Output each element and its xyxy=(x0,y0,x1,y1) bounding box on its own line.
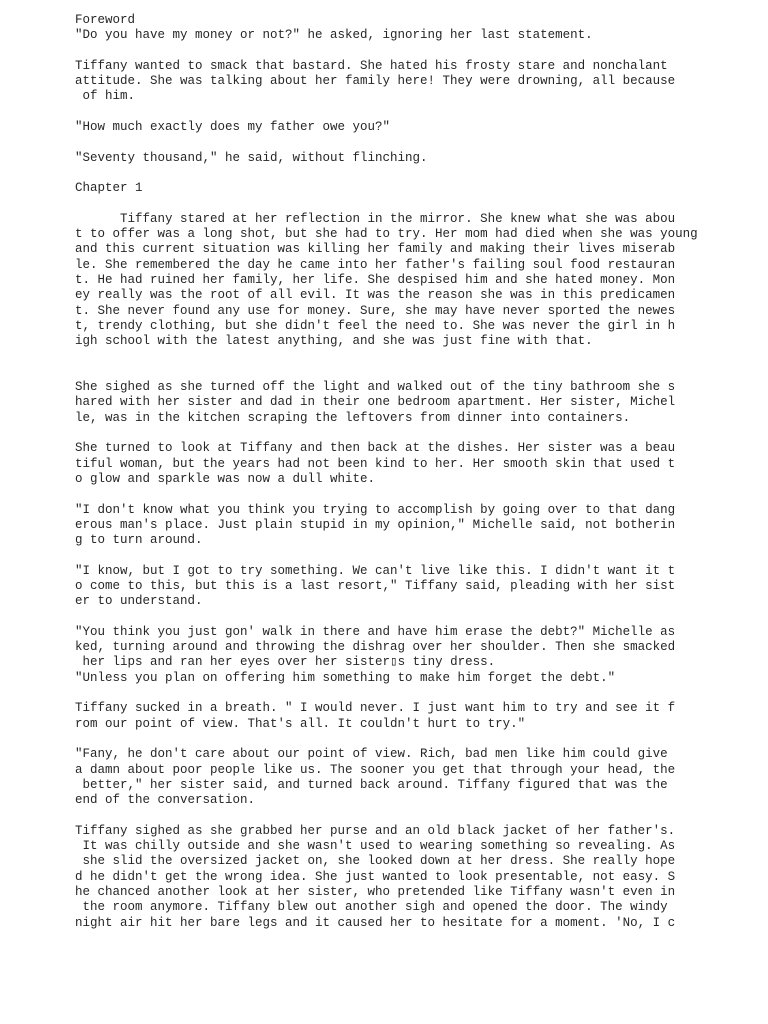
text-line: the room anymore. Tiffany blew out another sigh and opened the door. The windy xyxy=(75,900,668,915)
text-line: ked, turning around and throwing the dishrag over her shoulder. Then she smacked xyxy=(75,640,676,655)
text-line: night air hit her bare legs and it caused her to hesitate for a moment. 'No, I c xyxy=(75,915,676,930)
text-line: rom our point of view. That's all. It couldn't hurt to try." xyxy=(75,716,526,731)
paragraph-gap xyxy=(75,487,715,502)
paragraph-gap xyxy=(75,365,715,380)
paragraph-gap xyxy=(75,197,715,212)
text-line: Foreword xyxy=(75,13,136,27)
paragraph-gap xyxy=(75,610,715,625)
text-line: "You think you just gon' walk in there and have him erase the debt?" Michelle as xyxy=(75,624,676,639)
paragraph-gap xyxy=(75,686,715,701)
text-line: "I know, but I got to try something. We can't live like this. I didn't want it t xyxy=(75,563,676,578)
text-line: Tiffany sighed as she grabbed her purse and an old black jacket of her father's. xyxy=(75,823,676,838)
paragraph-gap xyxy=(75,732,715,747)
text-line: Chapter 1 xyxy=(75,181,143,196)
paragraph-gap xyxy=(75,548,715,563)
text-line: igh school with the latest anything, and she was just fine with that. xyxy=(75,334,593,349)
paragraph-gap xyxy=(75,44,715,59)
text-line: g to turn around. xyxy=(75,533,203,548)
text-line: t. He had ruined her family, her life. She despised him and she hated money. Mon xyxy=(75,273,676,288)
text-line: d he didn't get the wrong idea. She just wanted to look presentable, not easy. S xyxy=(75,869,676,884)
text-line: Tiffany stared at her reflection in the mirror. She knew what she was abou xyxy=(75,211,676,226)
text-line: her lips and ran her eyes over her sister▯s tiny dress. xyxy=(75,655,496,670)
text-line: end of the conversation. xyxy=(75,793,256,808)
text-line: he chanced another look at her sister, who pretended like Tiffany wasn't even in xyxy=(75,884,676,899)
text-line: and this current situation was killing her family and making their lives miserab xyxy=(75,242,676,257)
text-line: o come to this, but this is a last resort," Tiffany said, pleading with her sist xyxy=(75,578,676,593)
text-line: "How much exactly does my father owe you?" xyxy=(75,120,391,135)
text-line: tiful woman, but the years had not been kind to her. Her smooth skin that used t xyxy=(75,456,676,471)
text-line: Tiffany wanted to smack that bastard. She hated his frosty stare and nonchalant xyxy=(75,58,668,73)
text-line: t. She never found any use for money. Sure, she may have never sported the newes xyxy=(75,303,676,318)
text-line: She sighed as she turned off the light and walked out of the tiny bathroom she s xyxy=(75,380,676,395)
text-line: o glow and sparkle was now a dull white. xyxy=(75,471,376,486)
text-line: She turned to look at Tiffany and then back at the dishes. Her sister was a beau xyxy=(75,441,676,456)
text-line: better," her sister said, and turned back around. Tiffany figured that was the xyxy=(75,777,668,792)
text-line: a damn about poor people like us. The sooner you get that through your head, the xyxy=(75,762,676,777)
text-line: hared with her sister and dad in their one bedroom apartment. Her sister, Michel xyxy=(75,395,676,410)
text-line: ey really was the root of all evil. It was the reason she was in this predicamen xyxy=(75,288,676,303)
paragraph-gap xyxy=(75,105,715,120)
text-line: "Fany, he don't care about our point of view. Rich, bad men like him could give xyxy=(75,747,668,762)
text-line: attitude. She was talking about her family here! They were drowning, all because xyxy=(75,74,676,89)
text-line: t to offer was a long shot, but she had to try. Her mom had died when she was young xyxy=(75,227,698,242)
text-line: "Do you have my money or not?" he asked, ignoring her last statement. xyxy=(75,28,593,43)
text-line: er to understand. xyxy=(75,594,203,609)
text-line: le. She remembered the day he came into her father's failing soul food restauran xyxy=(75,257,676,272)
text-line: "Seventy thousand," he said, without flinching. xyxy=(75,150,428,165)
text-line: erous man's place. Just plain stupid in my opinion," Michelle said, not botherin xyxy=(75,517,676,532)
text-line: It was chilly outside and she wasn't used to wearing something so revealing. As xyxy=(75,839,676,854)
text-line: Tiffany sucked in a breath. " I would never. I just want him to try and see it f xyxy=(75,701,676,716)
text-line: she slid the oversized jacket on, she looked down at her dress. She really hope xyxy=(75,854,676,869)
text-line: of him. xyxy=(75,89,136,104)
paragraph-gap xyxy=(75,350,715,365)
paragraph-gap xyxy=(75,808,715,823)
document-page xyxy=(75,13,715,931)
paragraph-gap xyxy=(75,166,715,181)
text-line: t, trendy clothing, but she didn't feel the need to. She was never the girl in h xyxy=(75,318,676,333)
text-line: "Unless you plan on offering him something to make him forget the debt." xyxy=(75,670,616,685)
paragraph-gap xyxy=(75,135,715,150)
text-line: "I don't know what you think you trying to accomplish by going over to that dang xyxy=(75,502,676,517)
text-line: le, was in the kitchen scraping the leftovers from dinner into containers. xyxy=(75,410,631,425)
paragraph-gap xyxy=(75,426,715,441)
